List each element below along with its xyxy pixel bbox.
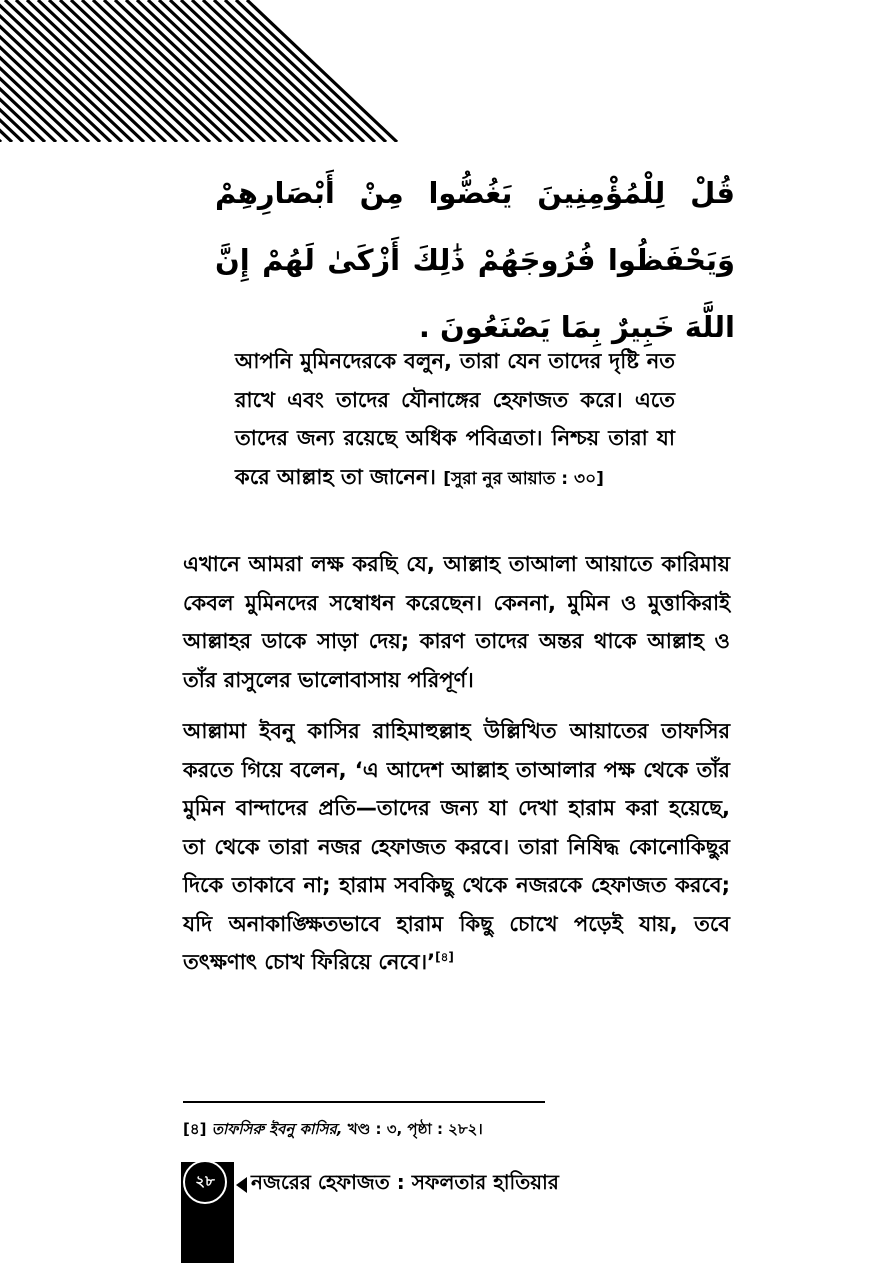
footnote-divider xyxy=(183,1101,545,1103)
translation-text: আপনি মুমিনদেরকে বলুন, তারা যেন তাদের দৃষ্টি নত রাখে এবং তাদের যৌনাঙ্গের হেফাজত করে। এতে তাদের জন্য রয়েছে অধিক পবিত্রতা। নিশ্চয় তারা যা করে আল্লাহ তা জানেন। xyxy=(235,349,675,489)
body-paragraph-1 xyxy=(183,545,730,699)
footnote-source-title: তাফসিরু ইবনু কাসির, xyxy=(211,1120,343,1138)
paragraph-text: এখানে আমরা লক্ষ করছি যে, আল্লাহ তাআলা আয়াতে কারিমায় কেবল মুমিনদের সম্বোধন করেছেন। কেননা, মুমিন ও মুত্তাকিরাই আল্লাহর ডাকে সাড়া দেয়; কারণ তাদের অন্তর থাকে আল্লাহ ও তাঁর রাসুলের ভালোবাসায় পরিপূর্ণ। xyxy=(183,552,730,692)
page-number: ২৮ xyxy=(183,1160,227,1204)
paragraph-text: আল্লামা ইবনু কাসির রাহিমাহুল্লাহ উল্লিখিত আয়াতের তাফসির করতে গিয়ে বলেন, ‘এ আদেশ আল্লাহ তাআলার পক্ষ থেকে তাঁর মুমিন বান্দাদের প্রতি—তাদের জন্য যা দেখা হারাম করা হয়েছে, তা থেকে তারা নজর হেফাজত করবে। তারা নিষিদ্ধ কোনোকিছুর দিকে তাকাবে না; হারাম সবকিছু থেকে নজরকে হেফাজত করবে; যদি অনাকাঙ্ক্ষিতভাবে হারাম কিছু চোখে পড়েই যায়, তবে তৎক্ষণাৎ চোখ ফিরিয়ে নেবে।’ xyxy=(183,719,730,974)
footnote-marker: [৪] xyxy=(183,1120,207,1138)
verse-translation xyxy=(235,342,675,498)
verse-reference: [সুরা নুর আয়াত : ৩০] xyxy=(443,468,604,489)
triangle-left-icon xyxy=(236,1177,247,1193)
footnote-detail: খণ্ড : ৩, পৃষ্ঠা : ২৮২। xyxy=(347,1120,483,1138)
running-footer xyxy=(236,1168,559,1201)
arabic-verse: قُلْ لِلْمُؤْمِنِينَ يَغُضُّوا مِنْ أَبْصَارِهِمْ وَيَحْفَظُوا فُرُوجَهُمْ ذَٰلِكَ أَزْكَىٰ لَهُمْ إِنَّ اللَّهَ خَبِيرٌ بِمَا يَصْنَعُونَ . xyxy=(215,176,735,344)
footnote xyxy=(183,1118,483,1143)
footnote-reference[interactable]: [৪] xyxy=(435,950,454,964)
body-paragraph-2 xyxy=(183,712,730,982)
corner-hatch-decoration xyxy=(0,0,400,142)
book-title: নজরের হেফাজত : সফলতার হাতিয়ার xyxy=(251,1170,559,1194)
